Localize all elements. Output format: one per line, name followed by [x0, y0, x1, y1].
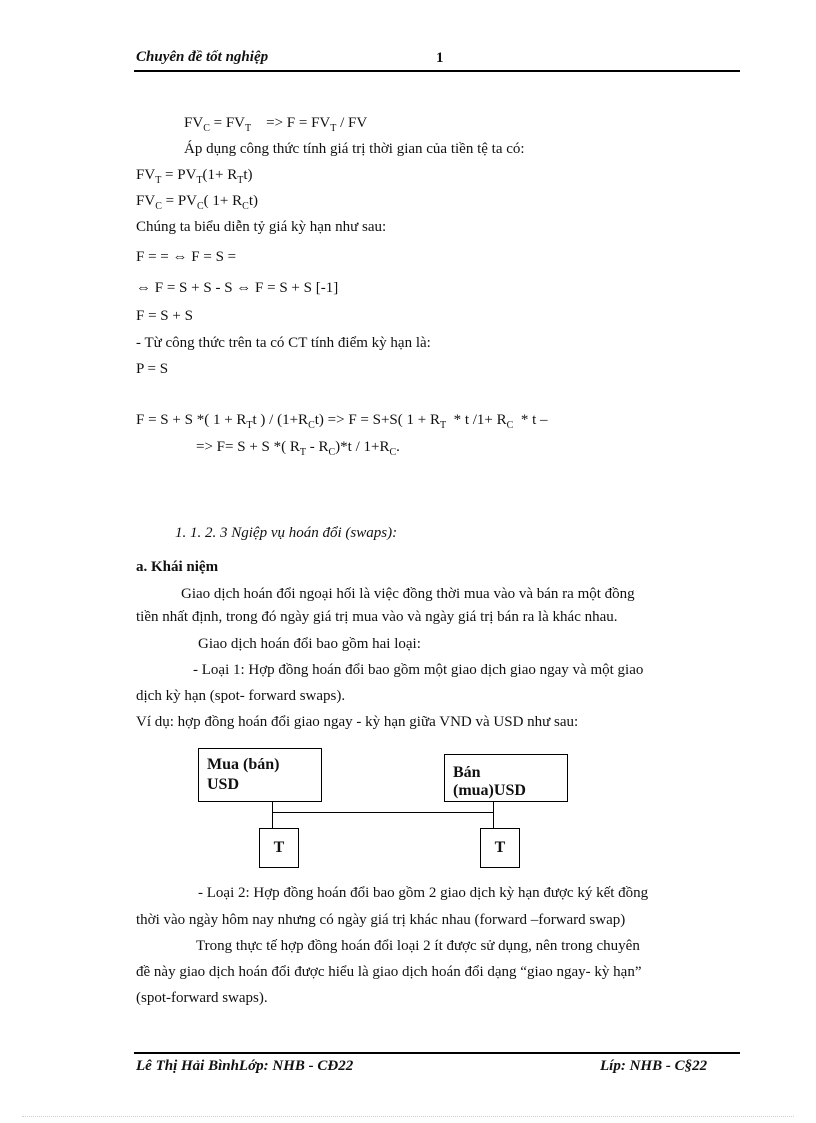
header-divider: [134, 70, 740, 72]
formula-line-4: $FV_C = PV_C$( $1+ R_Ct$): [136, 193, 258, 212]
paragraph-line: Giao dịch hoán đổi bao gồm hai loại:: [198, 636, 421, 652]
section-heading: 1. 1. 2. 3 Ngiệp vụ hoán đổi (swaps):: [175, 525, 398, 541]
text-line: Áp dụng công thức tính giá trị thời gian của tiền tệ ta có:: [184, 141, 525, 157]
timeline: [272, 812, 493, 813]
paragraph-line: thời vào ngày hôm nay nhưng có ngày giá trị khác nhau (forward –forward swap): [136, 912, 626, 928]
formula-line-10: P = S: [136, 361, 169, 377]
connector-line: [272, 802, 273, 828]
paragraph-line: tiền nhất định, trong đó ngày giá trị mua vào và ngày giá trị bán ra là khác nhau.: [136, 609, 618, 625]
paragraph-line: đề này giao dịch hoán đổi được hiểu là giao dịch hoán đổi dạng “giao ngay- kỳ hạn”: [136, 964, 642, 980]
formula-line-6: F = = ⇔ F = S =: [136, 249, 237, 265]
time-t-box: T: [480, 828, 520, 868]
formula-line-1: $FV_C = FV_T$ => $F = FV_T$ / FV: [184, 115, 368, 134]
footer-author: Lê Thị Hải BìnhLớp: NHB - CĐ22: [136, 1058, 354, 1074]
paragraph-line: Giao dịch hoán đổi ngoại hối là việc đồng thời mua vào và bán ra một đồng: [181, 586, 635, 602]
footer-class: Líp: NHB - C§22: [600, 1058, 708, 1074]
page-number: 1: [436, 50, 444, 66]
header-title: Chuyên đề tốt nghiệp: [136, 49, 269, 65]
formula-line-12: => F= S + S *( $R_T - R_C)*t / 1+R_C$.: [196, 439, 400, 458]
connector-line: [493, 802, 494, 828]
time-t-box: T: [259, 828, 299, 868]
page-edge: [22, 1116, 794, 1117]
paragraph-line: (spot-forward swaps).: [136, 990, 268, 1006]
sell-buy-usd-box: Bán (mua)USD: [444, 754, 568, 802]
footer-divider: [134, 1052, 740, 1054]
formula-line-3: $FV_T = PV_T(1+ R_Tt)$: [136, 167, 253, 186]
formula-line-11: F = S + S *( $1 + R_Tt$ ) / $(1+R_Ct) => F = S+S$( $1 + R_T * t$ $/1+ R_C * t$ –: [136, 412, 548, 431]
formula-line-7: ⇔ F = S + S - S ⇔ F = S + S [-1]: [136, 280, 339, 296]
paragraph-line: - Loại 2: Hợp đồng hoán đổi bao gồm 2 giao dịch kỳ hạn được ký kết đồng: [198, 885, 649, 901]
formula-line-8: F = S + S: [136, 308, 193, 324]
text-line: - Từ công thức trên ta có CT tính điểm kỳ hạn là:: [136, 335, 431, 351]
text-line: Chúng ta biểu diễn tỷ giá kỳ hạn như sau:: [136, 219, 387, 235]
paragraph-line: - Loại 1: Hợp đồng hoán đổi bao gồm một giao dịch giao ngay và một giao: [193, 662, 644, 678]
buy-sell-usd-box: Mua (bán) USD: [198, 748, 322, 802]
paragraph-line: dịch kỳ hạn (spot- forward swaps).: [136, 688, 346, 704]
paragraph-line: Trong thực tế hợp đồng hoán đổi loại 2 ít được sử dụng, nên trong chuyên: [196, 938, 640, 954]
paragraph-line: Ví dụ: hợp đồng hoán đổi giao ngay - kỳ hạn giữa VND và USD như sau:: [136, 714, 579, 730]
subsection-heading: a. Khái niệm: [136, 559, 219, 575]
